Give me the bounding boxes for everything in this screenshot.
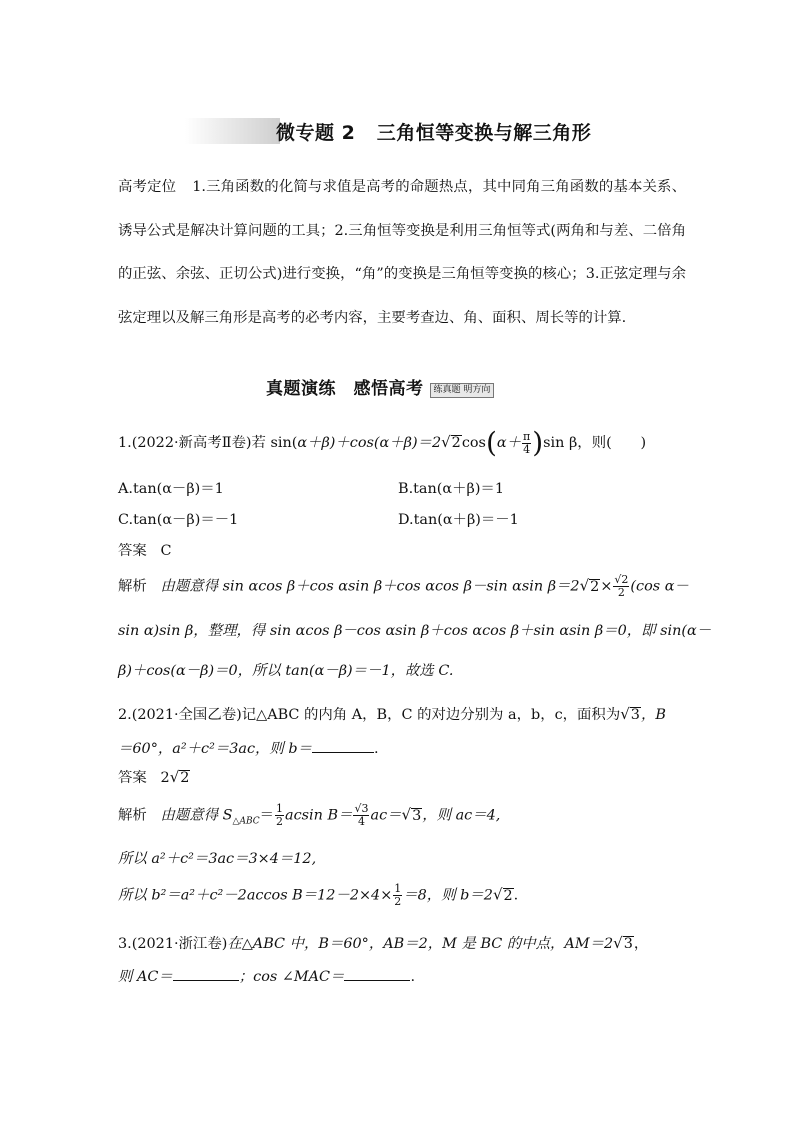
q2-answer: 答案 2√2 [118,768,190,786]
title-decoration-bar [185,118,280,144]
q1-stem-f: sin β，则( ) [543,435,647,451]
q3-blank-ac[interactable] [173,968,239,981]
q1-angle: α＋ [496,435,521,451]
q2-answer-label: 答案 [118,770,147,786]
q1-stem-a: 若 sin( [251,435,298,451]
intro-point-2: 2.三角恒等变换是利用三角恒等式(两角和与差、二倍角的正弦、余弦、正切公式)进行变换，“角”的变换是三角恒等变换的核心； [118,222,686,282]
q1-option-d: D.tan(α＋β)＝－1 [398,512,519,528]
q1-source: (2022·新高考Ⅱ卷) [131,435,252,451]
q2-analysis-line-3: 所以 b²＝a²＋c²－2accos B＝12－2×4× $\frac{1}{2}$ ＝8，则 b＝2√2. [118,882,519,908]
q1-cos: cos [461,435,486,451]
q1-number: 1. [118,435,132,451]
q2-stem-line-1: 2.(2021·全国乙卷)记△ABC 的内角 A，B，C 的对边分别为 a，b，c，面积为√3，B [118,705,666,723]
q1-answer-label: 答案 [118,543,147,559]
section-title: 真题演练 感悟高考 [266,379,424,399]
q1-stem: 1.(2022·新高考Ⅱ卷)若 sin(α＋β)＋cos(α＋β)＝2√2cos(α＋ $\frac{\pi}{4}$ )sin β，则( ) [118,426,647,459]
q3-stem-line-1: 3.(2021·浙江卷)在△ABC 中，B＝60°，AB＝2，M 是 BC 的中点，AM＝2√3， [118,934,649,952]
q2-analysis-line-1: 解析 由题意得 $S_{\triangle ABC}=$ $\frac{1}{2}$ acsin B＝ $\frac{√3}{4}$ ac＝√3，则 ac＝4, [118,802,501,828]
intro-point-3: 3.正弦定理与余弦定理以及解三角形是高考的必考内容，主要考查边、角、面积、周长等的计算. [118,266,686,326]
q1-analysis-line-3: β)＋cos(α－β)＝0，所以 tan(α－β)＝－1，故选 C. [118,663,454,679]
q2-stem-line-2: ＝60°，a²＋c²＝3ac，则 b＝ . [118,741,379,757]
q1-answer [118,539,172,560]
title-prefix: 微专题 2 [276,122,356,144]
q3-source: (2021·浙江卷) [131,936,228,952]
q2-number: 2. [118,707,132,723]
q3-stem-line-2: 则 AC＝ ；cos ∠MAC＝ . [118,969,416,985]
page-title [276,118,591,145]
q2-analysis-line-2: 所以 a²＋c²＝3ac＝3×4＝12, [118,851,317,867]
section-tag: 练真题 明方向 [430,383,495,398]
q1-stem-b: α＋β)＋cos(α＋β)＝2 [297,435,442,451]
q1-option-c: C.tan(α－β)＝－1 [118,512,239,528]
q1-analysis-label: 解析 [118,578,147,595]
intro-point-1: 1.三角函数的化简与求值是高考的命题热点，其中同角三角函数的基本关系、诱导公式是解决计算问题的工具； [118,179,686,239]
exam-positioning-paragraph [118,166,686,340]
q1-sqrt: 2 [451,435,461,451]
q2-answer-blank[interactable] [312,740,374,753]
q2-analysis-label: 解析 [118,807,147,824]
q1-option-a: A.tan(α－β)＝1 [118,481,224,497]
q3-number: 3. [118,936,132,952]
q1-analysis-line-1: 解析 由题意得 sin αcos β＋cos αsin β＋cos αcos β－sin αsin β＝2√2× $\frac{√2}{2}$ (cos α－ [118,573,689,599]
q1-analysis-line-2: sin α)sin β，整理，得 sin αcos β－cos αsin β＋cos αcos β＋sin αsin β＝0，即 sin(α－ [118,623,712,639]
exam-positioning-label: 高考定位 [118,179,177,195]
q3-blank-cos[interactable] [344,968,410,981]
q1-fraction: $\frac{\pi}{4}$ [522,429,531,456]
section-heading [266,374,494,399]
q2-source: (2021·全国乙卷) [131,707,242,723]
q1-answer-value: C [160,543,172,559]
q1-option-b: B.tan(α＋β)＝1 [398,481,504,497]
title-text: 三角恒等变换与解三角形 [376,122,592,144]
